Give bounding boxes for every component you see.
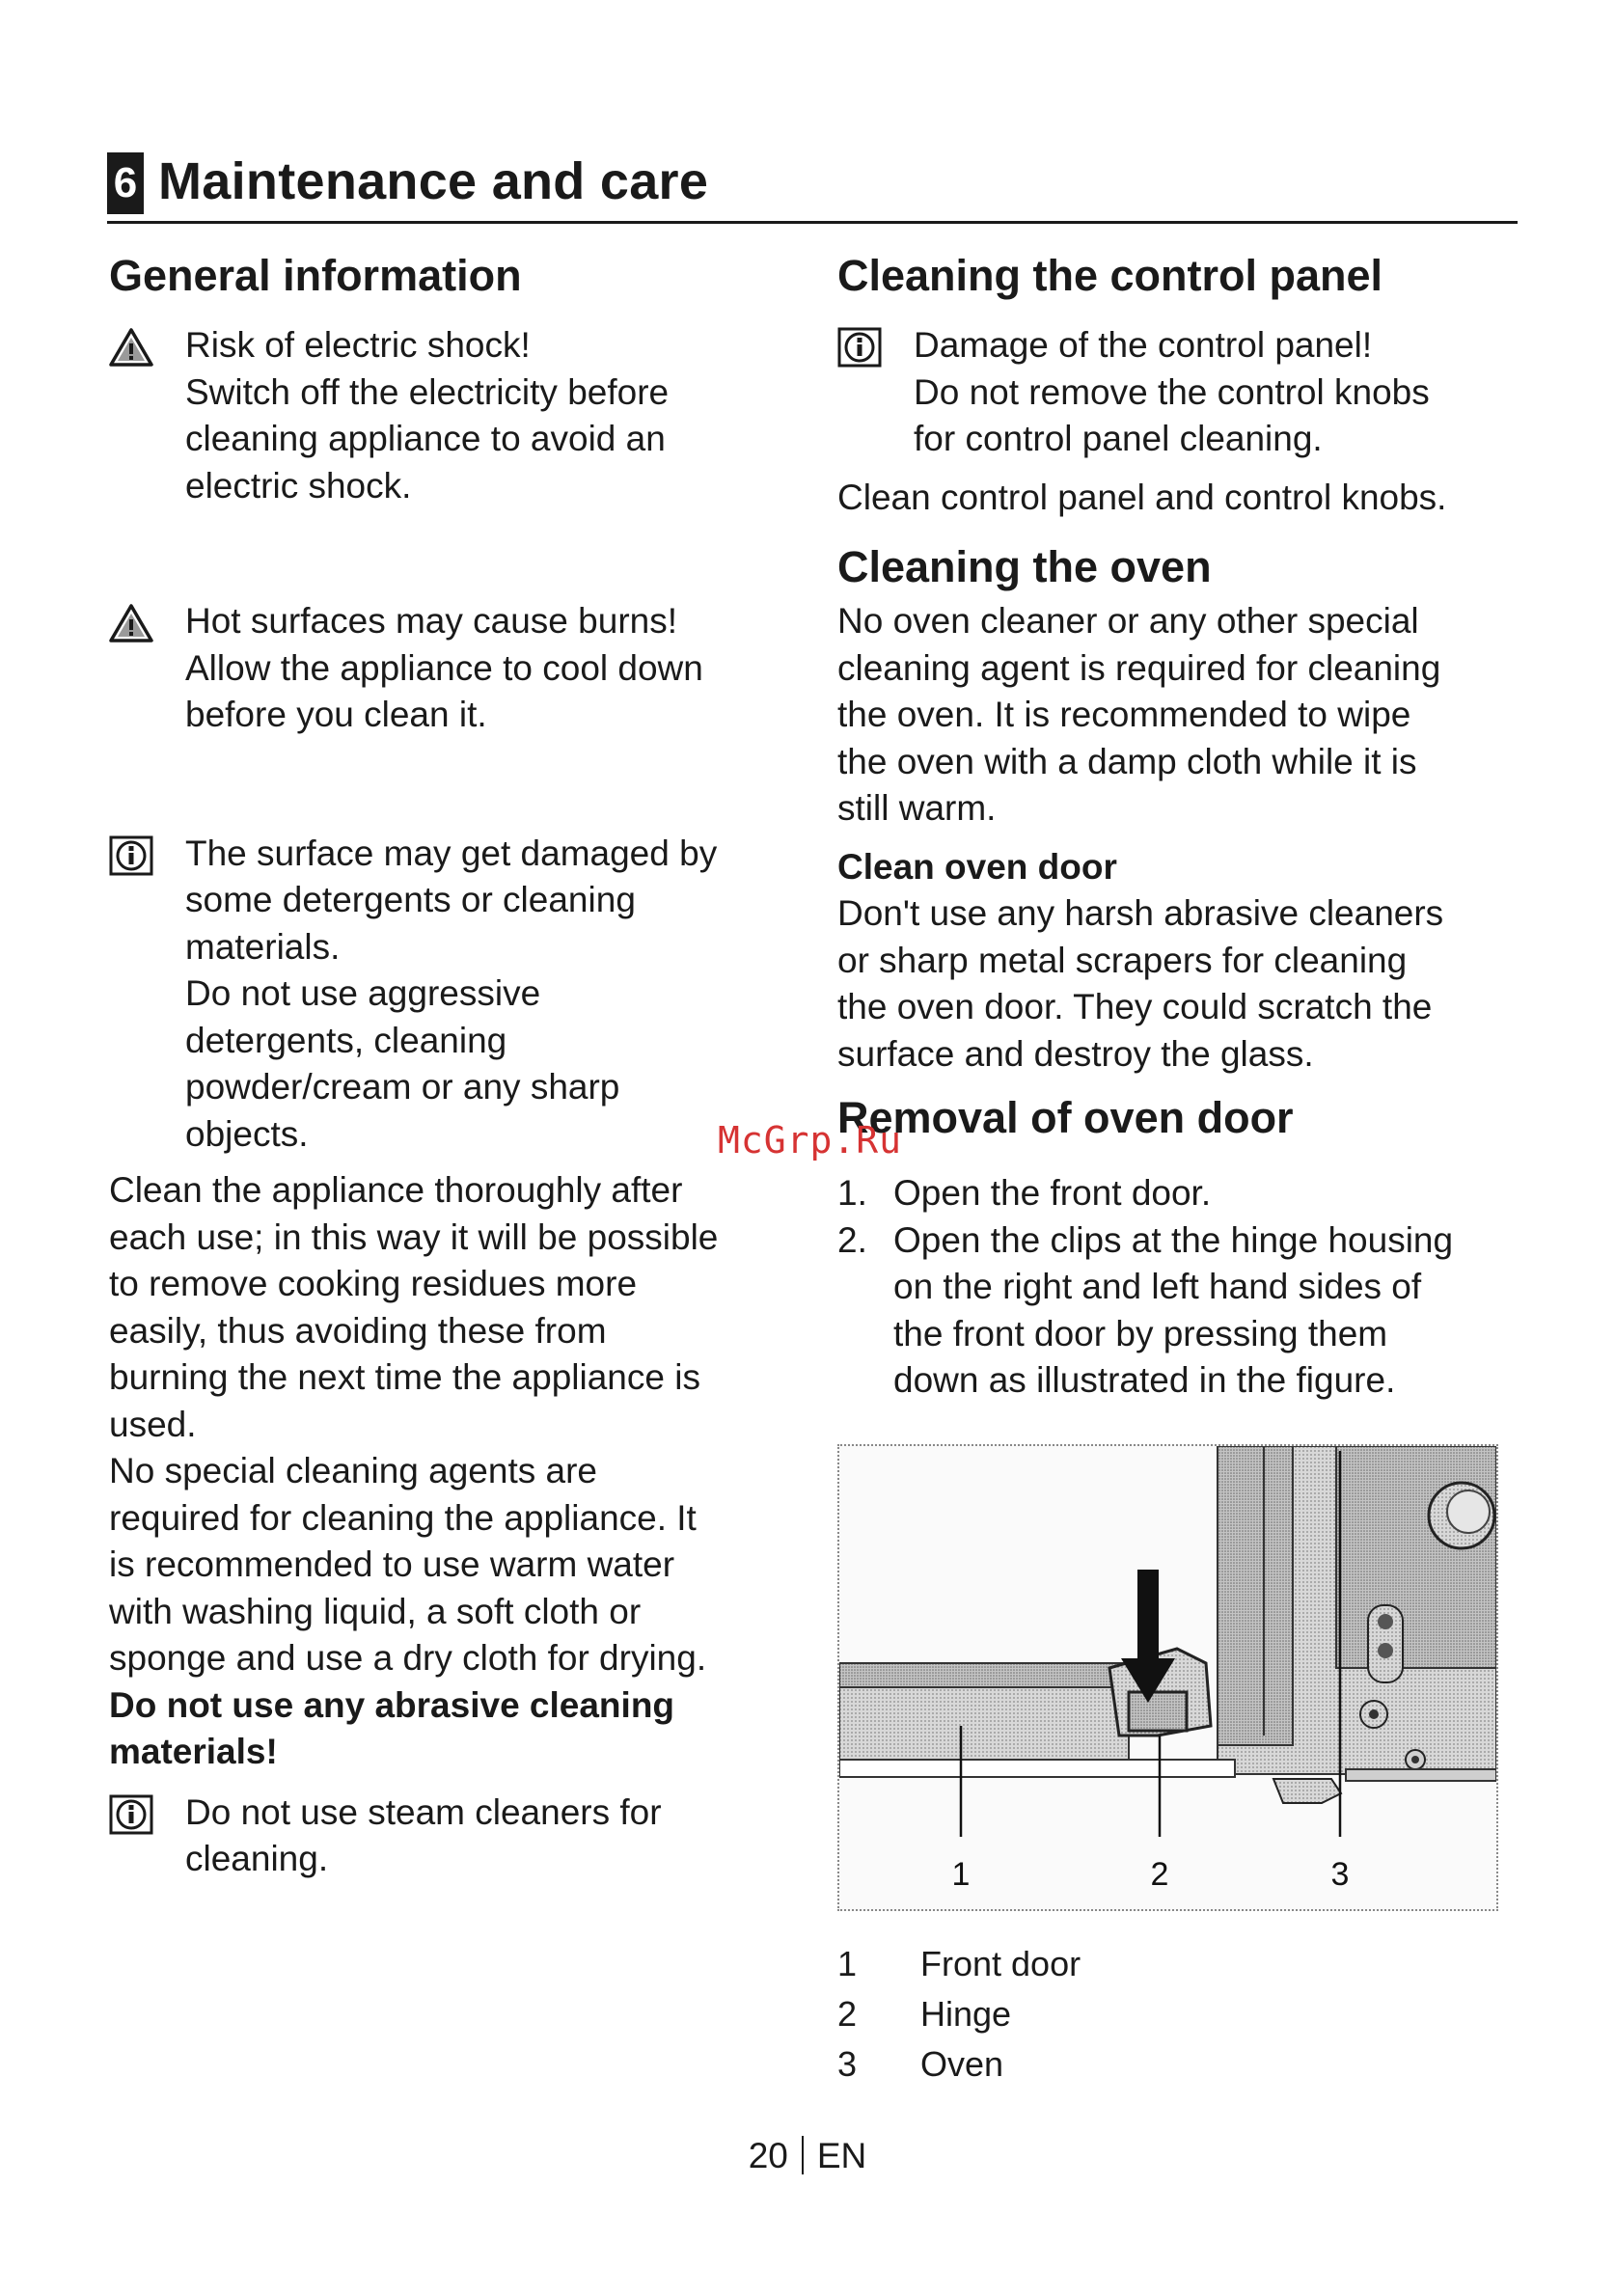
oven-door-hinge-figure xyxy=(837,1444,1498,1911)
text-line: Open the clips at the hinge housing xyxy=(893,1219,1454,1260)
legend-label: Front door xyxy=(920,1944,1081,1983)
page-footer xyxy=(0,2134,1615,2178)
footer-divider xyxy=(802,2136,804,2174)
chapter-header xyxy=(107,145,1518,224)
step-number: 1. xyxy=(837,1173,867,1213)
text-line: for control panel cleaning. xyxy=(914,419,1323,458)
info-text xyxy=(185,1790,784,1883)
cleaning-oven-heading: Cleaning the oven xyxy=(837,542,1212,591)
language-code: EN xyxy=(816,2136,867,2175)
steam-cleaner-info xyxy=(109,1790,784,1883)
removal-oven-door-heading: Removal of oven door xyxy=(837,1093,1294,1142)
figure-label-1: 1 xyxy=(951,1856,971,1893)
control-panel-heading: Cleaning the control panel xyxy=(837,251,1383,300)
legend-row xyxy=(837,2039,1081,2090)
info-icon xyxy=(109,1794,153,1835)
warning-text xyxy=(185,322,784,509)
text-line: cleaning. xyxy=(185,1839,329,1878)
legend-number: 2 xyxy=(837,1994,858,2034)
text-line: down as illustrated in the figure. xyxy=(893,1360,1396,1400)
text-line: to remove cooking residues more xyxy=(109,1264,638,1303)
text-line: Switch off the electricity before xyxy=(185,371,670,412)
text-line: Do not use steam cleaners for xyxy=(185,1791,662,1832)
left-column xyxy=(109,249,784,1883)
info-icon xyxy=(109,835,153,876)
text-line: materials. xyxy=(185,926,341,967)
text-line: Clean the appliance thoroughly after xyxy=(109,1170,683,1210)
figure-legend xyxy=(837,1939,1081,2090)
text-line: the oven door. They could scratch the xyxy=(837,987,1433,1026)
text-line: powder/cream or any sharp xyxy=(185,1067,620,1107)
text-line: Do not use aggressive xyxy=(185,973,541,1013)
text-line: before you clean it. xyxy=(185,695,487,734)
info-text xyxy=(914,322,1513,463)
text-line: detergents, cleaning xyxy=(185,1020,507,1060)
info-text xyxy=(185,831,784,1159)
text-line: the oven with a damp cloth while it is xyxy=(837,741,1417,781)
warning-triangle-icon xyxy=(109,603,153,643)
step-item xyxy=(837,1217,1513,1405)
step-item xyxy=(837,1170,1513,1217)
text-line: the oven. It is recommended to wipe xyxy=(837,695,1411,734)
text-line: objects. xyxy=(185,1113,309,1154)
text-line: surface and destroy the glass. xyxy=(837,1033,1314,1074)
hinge-illustration xyxy=(839,1446,1496,1909)
text-line: No oven cleaner or any other special xyxy=(837,601,1419,641)
legend-label: Oven xyxy=(920,2044,1004,2084)
legend-label: Hinge xyxy=(920,1994,1012,2034)
legend-row xyxy=(837,1989,1081,2039)
bold-warning-line: Do not use any abrasive cleaning xyxy=(109,1684,675,1725)
text-line: the front door by pressing them xyxy=(893,1313,1388,1353)
bold-warning-line: materials! xyxy=(109,1732,278,1771)
figure-label-3: 3 xyxy=(1330,1856,1350,1893)
text-line: easily, thus avoiding these from xyxy=(109,1310,607,1351)
text-line: Open the front door. xyxy=(893,1173,1212,1213)
chapter-title: Maintenance and care xyxy=(158,152,709,210)
electric-shock-warning xyxy=(109,322,784,509)
step-number: 2. xyxy=(837,1219,867,1260)
text-line: Damage of the control panel! xyxy=(914,325,1373,365)
text-line: some detergents or cleaning xyxy=(185,880,636,919)
text-line: Allow the appliance to cool down xyxy=(185,647,703,688)
text-line: used. xyxy=(109,1404,197,1444)
right-column xyxy=(837,249,1513,1405)
text-line: burning the next time the appliance is xyxy=(109,1357,700,1397)
surface-damage-info xyxy=(109,831,784,1159)
text-line: cleaning appliance to avoid an xyxy=(185,419,666,458)
text-line: Risk of electric shock! xyxy=(185,325,531,365)
figure-label-2: 2 xyxy=(1150,1856,1169,1893)
legend-number: 1 xyxy=(837,1944,858,1983)
info-icon xyxy=(837,327,882,368)
oven-body xyxy=(837,598,1513,833)
text-line: each use; in this way it will be possible xyxy=(109,1216,719,1257)
text-line: No special cleaning agents are xyxy=(109,1451,597,1490)
press-arrow xyxy=(1137,1570,1159,1661)
text-line: Do not remove the control knobs xyxy=(914,371,1430,412)
text-line: sponge and use a dry cloth for drying. xyxy=(109,1638,707,1678)
hot-surface-warning xyxy=(109,598,784,739)
warning-triangle-icon xyxy=(109,327,153,368)
text-line: required for cleaning the appliance. It xyxy=(109,1497,697,1538)
text-line: or sharp metal scrapers for cleaning xyxy=(837,940,1408,980)
text-line: The surface may get damaged by xyxy=(185,833,718,873)
text-line: on the right and left hand sides of xyxy=(893,1267,1422,1306)
chapter-number-badge: 6 xyxy=(107,152,144,214)
control-panel-info xyxy=(837,322,1513,463)
warning-text xyxy=(185,598,784,739)
watermark: McGrp.Ru xyxy=(718,1119,903,1162)
text-line: electric shock. xyxy=(185,465,412,506)
removal-steps xyxy=(837,1170,1513,1405)
text-line: with washing liquid, a soft cloth or xyxy=(109,1591,642,1631)
legend-number: 3 xyxy=(837,2044,858,2084)
general-information-heading: General information xyxy=(109,251,522,300)
text-line: Hot surfaces may cause burns! xyxy=(185,601,677,641)
text-line: still warm. xyxy=(837,788,997,828)
legend-row xyxy=(837,1939,1081,1989)
text-line: is recommended to use warm water xyxy=(109,1544,675,1584)
text-line: Don't use any harsh abrasive cleaners xyxy=(837,893,1444,933)
door-body xyxy=(837,890,1513,1078)
clean-oven-door-subheading: Clean oven door xyxy=(837,846,1117,887)
page-number: 20 xyxy=(748,2136,788,2175)
cleaning-instructions xyxy=(109,1167,784,1776)
control-panel-body: Clean control panel and control knobs. xyxy=(837,477,1447,517)
text-line: cleaning agent is required for cleaning xyxy=(837,647,1441,688)
